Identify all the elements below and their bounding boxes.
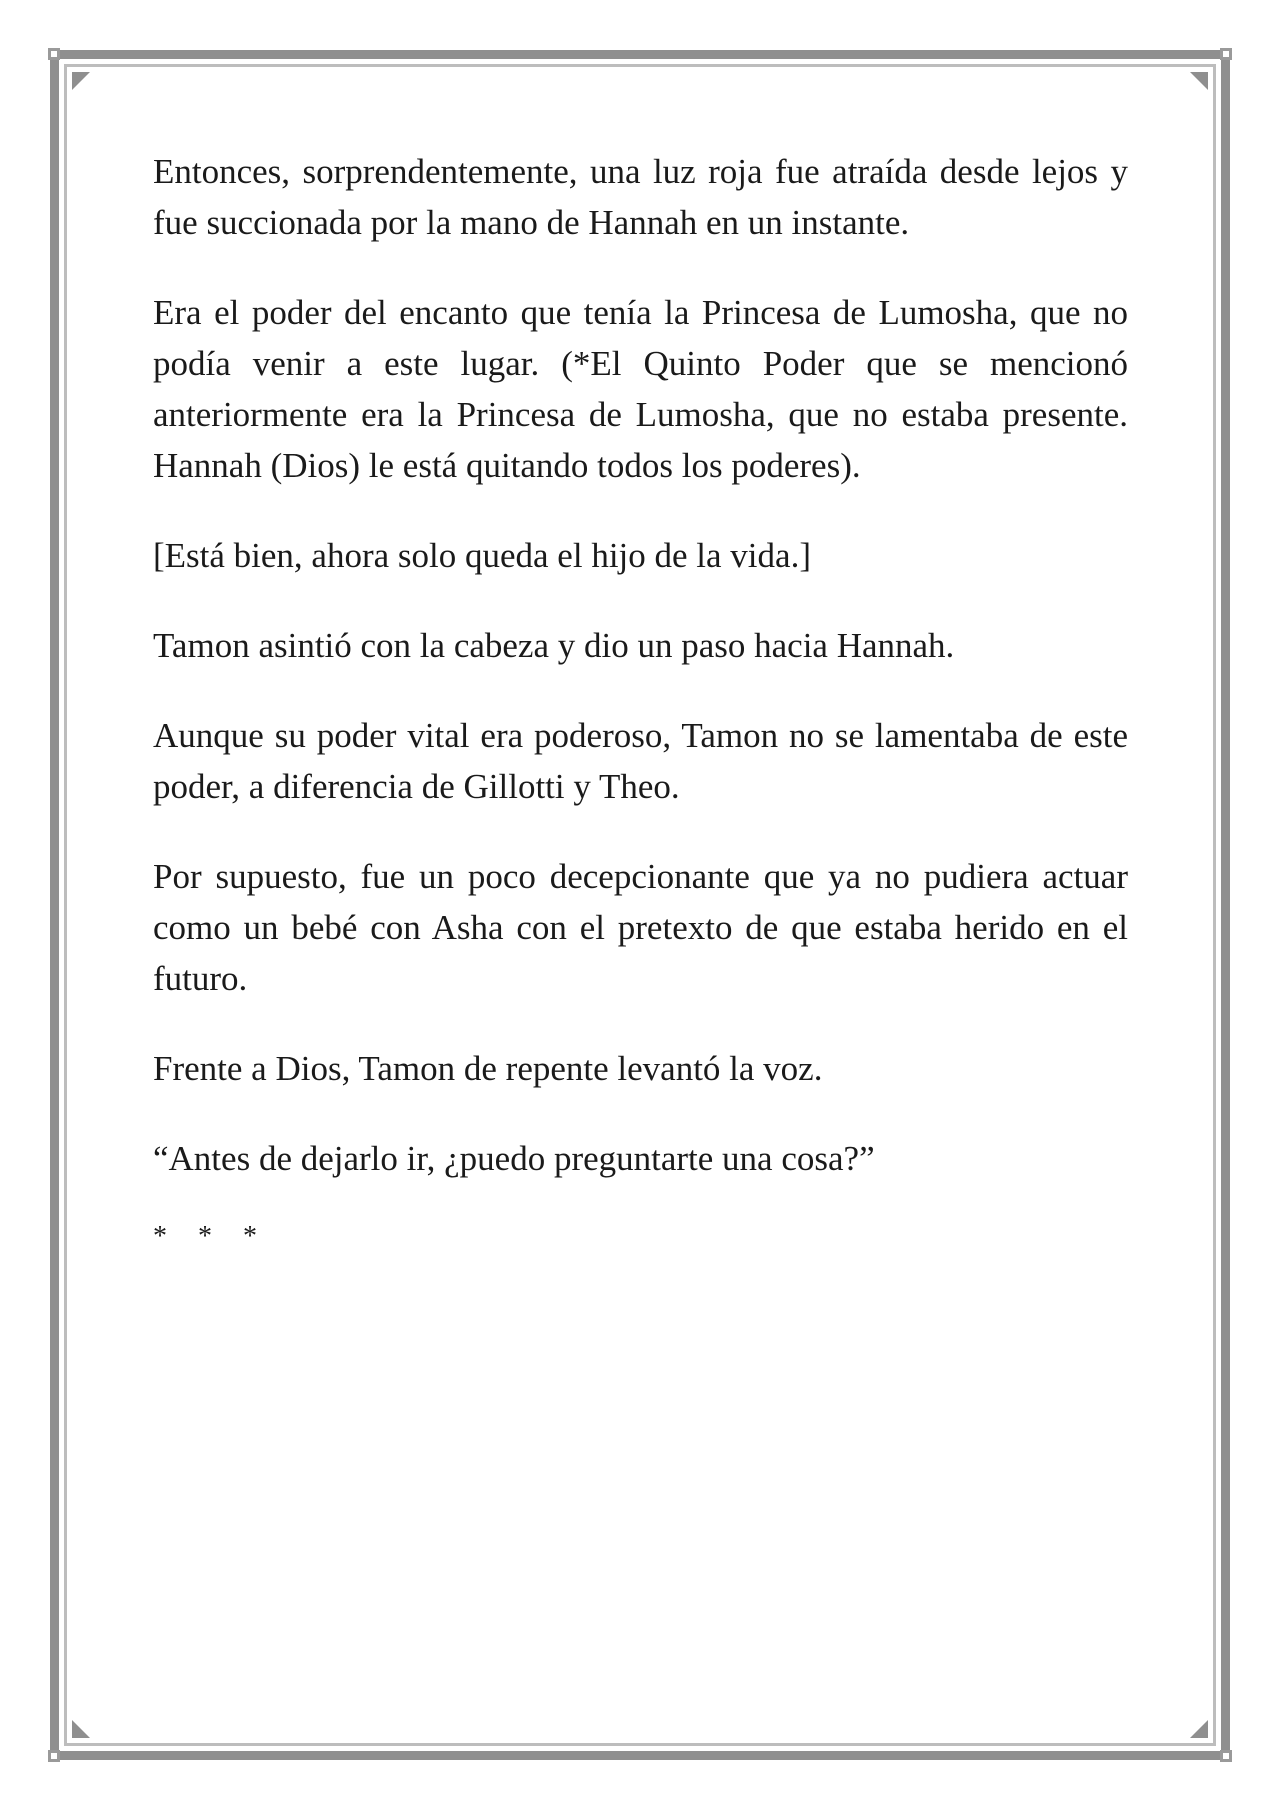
- paragraph: Aunque su poder vital era poderoso, Tamon no se lamentaba de este poder, a diferencia de Gillotti y Theo.: [153, 716, 1128, 806]
- corner-triangle-top-left: [72, 72, 90, 90]
- paragraph: [Está bien, ahora solo queda el hijo de la vida.]: [153, 536, 811, 575]
- paragraph: Era el poder del encanto que tenía la Princesa de Lumosha, que no podía venir a este lugar. (*El Quinto Poder que se mencionó anteriormente era la Princesa de Lumosha, que no estaba presente. Hannah (Dios) le está quitando todos los poderes).: [153, 293, 1128, 485]
- paragraph: Entonces, sorprendentemente, una luz roja fue atraída desde lejos y fue succionada por la mano de Hannah en un instante.: [153, 152, 1128, 242]
- corner-ornament-top-right: [1220, 48, 1232, 60]
- paragraph: Por supuesto, fue un poco decepcionante que ya no pudiera actuar como un bebé con Asha con el pretexto de que estaba herido en el futuro.: [153, 857, 1128, 998]
- paragraph: Frente a Dios, Tamon de repente levantó la voz.: [153, 1049, 823, 1088]
- paragraph: “Antes de dejarlo ir, ¿puedo preguntarte una cosa?”: [153, 1139, 875, 1178]
- scene-separator: * * *: [153, 1221, 269, 1252]
- corner-ornament-top-left: [48, 48, 60, 60]
- paragraph: Tamon asintió con la cabeza y dio un paso hacia Hannah.: [153, 626, 955, 665]
- page-content: [153, 146, 1128, 1257]
- corner-triangle-top-right: [1190, 72, 1208, 90]
- corner-ornament-bottom-left: [48, 1750, 60, 1762]
- corner-triangle-bottom-left: [72, 1720, 90, 1738]
- corner-triangle-bottom-right: [1190, 1720, 1208, 1738]
- corner-ornament-bottom-right: [1220, 1750, 1232, 1762]
